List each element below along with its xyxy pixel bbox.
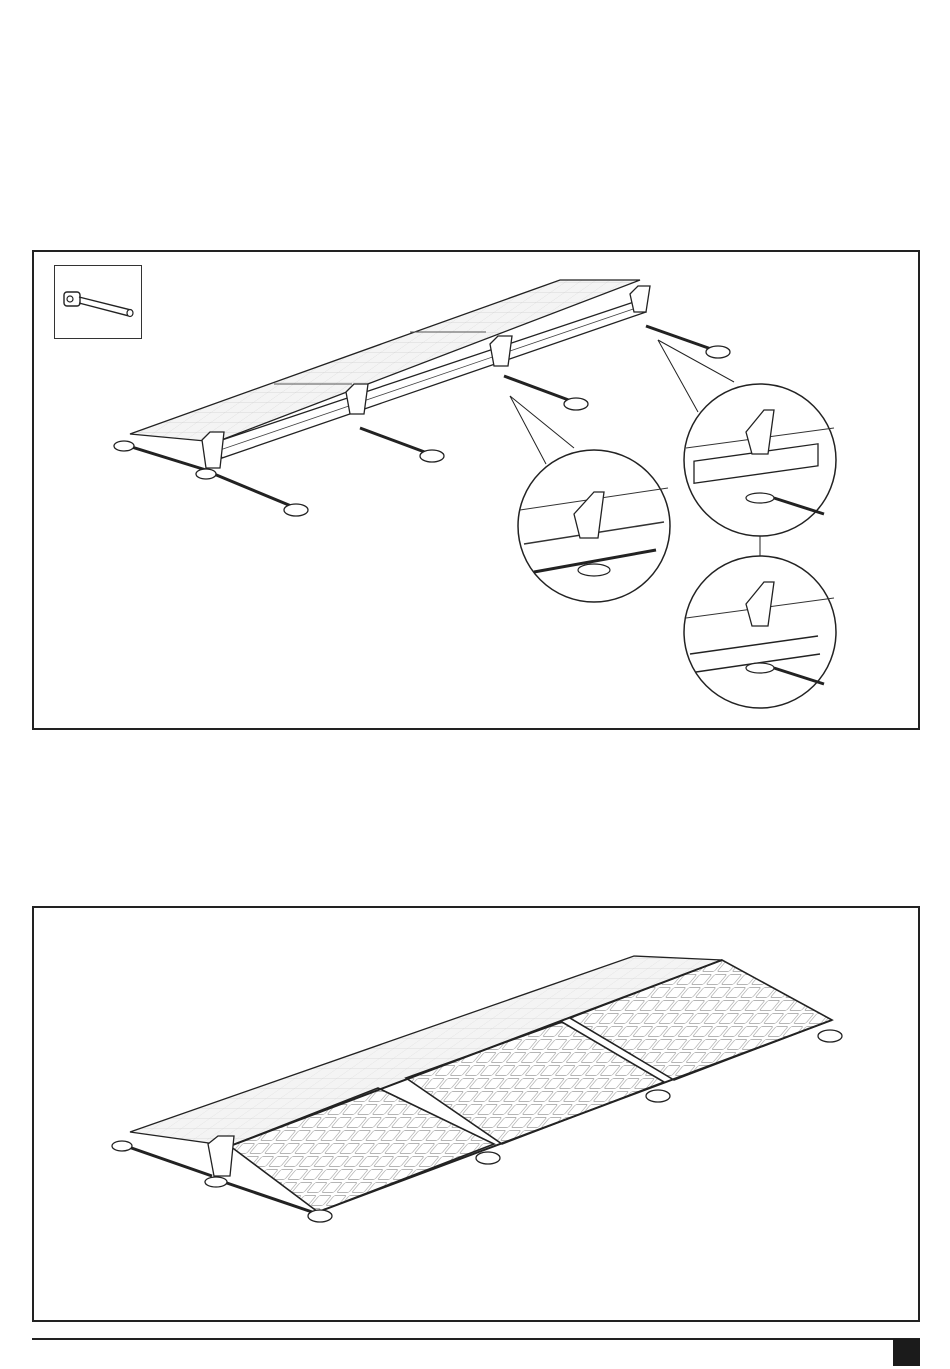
front-rail — [216, 300, 646, 458]
end-stand — [208, 1136, 234, 1176]
footer-rule — [32, 1338, 920, 1340]
completed-array-illustration — [34, 908, 922, 1324]
step-figure-completed-array — [32, 906, 920, 1322]
step-figure-assembly — [32, 250, 920, 730]
detail-callout-2 — [684, 384, 836, 536]
detail-callout-3 — [684, 556, 836, 708]
rack-assembly-illustration — [34, 252, 922, 732]
module-top-surface — [130, 280, 640, 442]
detail-callout-1 — [518, 450, 670, 602]
page-marker-tab — [893, 1339, 920, 1366]
